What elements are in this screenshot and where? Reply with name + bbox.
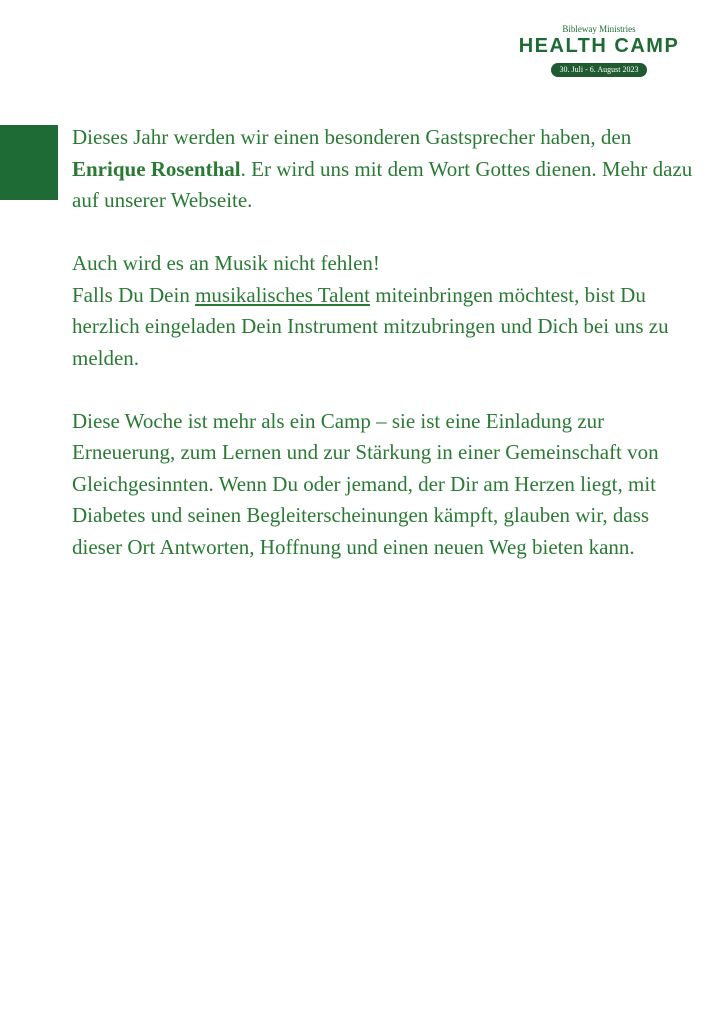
paragraph-music-text-1: Falls Du Dein	[72, 282, 196, 307]
music-intro-line: Auch wird es an Musik nicht fehlen!	[72, 251, 380, 275]
accent-bar	[0, 125, 58, 200]
musical-talent-link[interactable]: musikalisches Talent	[195, 282, 370, 307]
paragraph-invitation: Diese Woche ist mehr als ein Camp – sie ist eine Einladung zur Erneuerung, zum Lernen und zur Stärkung in einer Gemeinschaft von Gleichgesinnten. Wenn Du oder jemand, der Dir am Herzen liegt, mit Diabetes und seinen Begleiterscheinungen kämpft, glauben wir, dass dieser Ort Antworten, Hoffnung und einen neuen Weg bieten kann.	[72, 408, 659, 559]
logo-organization: Bibleway Ministries	[562, 24, 636, 34]
speaker-name: Enrique Rosenthal	[72, 156, 241, 181]
paragraph-music	[72, 248, 702, 374]
document-body	[72, 122, 702, 563]
paragraph-speaker-text-2: . Er wird uns mit dem Wort Gottes dienen. Mehr dazu auf unserer Webseite.	[72, 156, 693, 212]
logo-title: HEALTH CAMP	[518, 35, 680, 57]
paragraph-speaker-text-1: Dieses Jahr werden wir einen besonderen Gastsprecher haben, den	[72, 125, 632, 149]
paragraph-music-text-2: miteinbringen möchtest, bist Du herzlich eingeladen Dein Instrument mitzubringen und Dich bei uns zu melden.	[72, 282, 669, 370]
paragraph-speaker	[72, 122, 702, 217]
health-camp-logo	[508, 24, 690, 77]
logo-date-badge: 30. Juli - 6. August 2023	[551, 63, 648, 77]
